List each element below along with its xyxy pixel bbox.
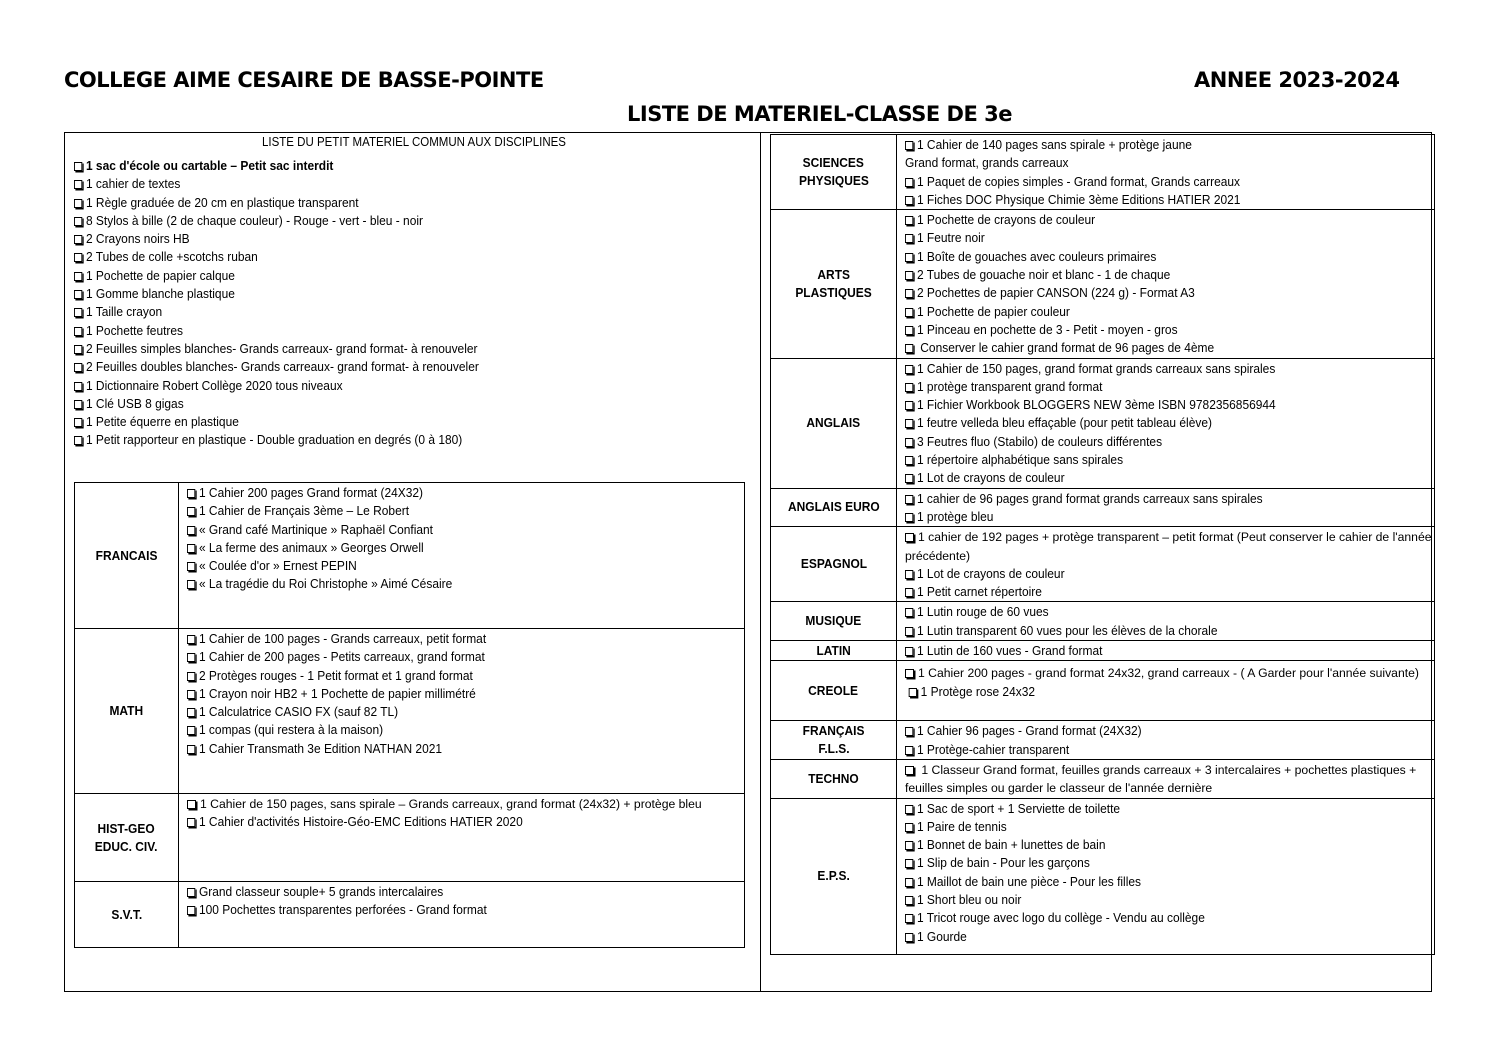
checkbox-icon <box>905 308 913 317</box>
list-item: 1 Boîte de gouaches avec couleurs primaires <box>905 248 1392 266</box>
column-divider <box>760 132 761 992</box>
checkbox-icon <box>905 178 913 187</box>
subject-sciences-physiques: SCIENCES PHYSIQUES <box>771 135 897 210</box>
checkbox-icon <box>905 805 913 814</box>
checkbox-icon <box>905 608 913 617</box>
list-item: 1 Crayon noir HB2 + 1 Pochette de papier millimétré <box>187 685 699 703</box>
checkbox-icon <box>905 344 913 353</box>
list-item: 3 Feutres fluo (Stabilo) de couleurs différentes <box>905 433 1392 451</box>
table-row <box>771 798 1435 954</box>
list-item: 1 Cahier de 200 pages - Petits carreaux, grand format <box>187 648 699 666</box>
checkbox-icon <box>905 588 913 597</box>
checkbox-icon <box>905 365 913 374</box>
list-item: 2 Feuilles simples blanches- Grands carreaux- grand format- à renouveler <box>74 340 700 358</box>
table-row <box>75 794 745 882</box>
checkbox-icon <box>905 383 913 392</box>
list-item: 1 Short bleu ou noir <box>905 891 1392 909</box>
list-item: 1 Petite équerre en plastique <box>74 413 700 431</box>
subject-items <box>897 759 1435 798</box>
list-item: 1 répertoire alphabétique sans spirales <box>905 451 1392 469</box>
subject-espagnol: ESPAGNOL <box>771 527 897 602</box>
list-item: Grand format, grands carreaux <box>905 155 1069 171</box>
checkbox-icon <box>187 489 195 498</box>
checkbox-icon <box>909 688 917 697</box>
checkbox-icon <box>905 727 913 736</box>
list-item: 1 Pochette de crayons de couleur <box>905 211 1392 229</box>
list-item: « Coulée d'or » Ernest PEPIN <box>187 557 699 575</box>
table-row <box>771 527 1435 602</box>
list-item: 1 protège bleu <box>905 508 1392 526</box>
checkbox-icon <box>74 400 82 409</box>
checkbox-icon <box>187 672 195 681</box>
checkbox-icon <box>74 382 82 391</box>
checkbox-icon <box>905 141 913 150</box>
list-item: 1 Cahier 200 pages - grand format 24x32, grand carreaux - ( A Garder pour l'année suivante) <box>905 662 1434 682</box>
checkbox-icon <box>905 438 913 447</box>
list-item: 1 sac d'école ou cartable – Petit sac interdit <box>74 157 700 175</box>
subject-anglais: ANGLAIS <box>771 358 897 488</box>
list-item: 1 Tricot rouge avec logo du collège - Vendu au collège <box>905 909 1392 927</box>
table-row <box>75 882 745 948</box>
list-item: 1 Pochette de papier couleur <box>905 303 1392 321</box>
subject-items <box>179 882 745 948</box>
table-row <box>771 759 1435 798</box>
list-item: 2 Pochettes de papier CANSON (224 g) - Format A3 <box>905 284 1392 302</box>
checkbox-icon <box>905 216 913 225</box>
list-item: 1 Cahier de 150 pages, sans spirale – Grands carreaux, grand format (24x32) + protège bleu <box>187 795 744 813</box>
checkbox-icon <box>905 896 913 905</box>
subject-eps: E.P.S. <box>771 798 897 954</box>
subject-items <box>897 210 1435 358</box>
right-subjects-table <box>770 134 1435 955</box>
checkbox-icon <box>187 580 195 589</box>
checkbox-icon <box>74 217 82 226</box>
school-year: ANNEE 2023-2024 <box>1194 68 1400 92</box>
list-item: 1 Pochette de papier calque <box>74 267 700 285</box>
list-item: 8 Stylos à bille (2 de chaque couleur) - Rouge - vert - bleu - noir <box>74 212 700 230</box>
checkbox-icon <box>187 818 195 827</box>
list-item: 1 Fichier Workbook BLOGGERS NEW 3ème ISBN 9782356856944 <box>905 396 1392 414</box>
list-item: 1 Cahier de 140 pages sans spirale + protège jaune <box>905 136 1392 154</box>
checkbox-icon <box>905 914 913 923</box>
checkbox-icon <box>905 669 914 678</box>
checkbox-icon <box>905 533 914 542</box>
checkbox-icon <box>905 878 913 887</box>
checkbox-icon <box>905 289 913 298</box>
subject-items <box>179 483 745 629</box>
checkbox-icon <box>905 841 913 850</box>
subject-items <box>179 794 745 882</box>
checkbox-icon <box>187 745 195 754</box>
list-item: 1 Paquet de copies simples - Grand format, Grands carreaux <box>905 173 1392 191</box>
checkbox-icon <box>905 271 913 280</box>
list-item: 1 Maillot de bain une pièce - Pour les filles <box>905 873 1392 891</box>
checkbox-icon <box>187 635 195 644</box>
subject-items <box>897 721 1435 760</box>
checkbox-icon <box>187 653 195 662</box>
subject-francais: FRANCAIS <box>75 483 179 629</box>
checkbox-icon <box>74 199 82 208</box>
list-item: 1 Lutin transparent 60 vues pour les élèves de la chorale <box>905 622 1392 640</box>
checkbox-icon <box>187 906 195 915</box>
subject-items <box>897 798 1435 954</box>
list-item: 1 Classeur Grand format, feuilles grands carreaux + 3 intercalaires + pochettes plastiques + feuilles simples ou garder le classeur de l'année dernière <box>905 762 1417 796</box>
list-item: 1 Cahier 200 pages Grand format (24X32) <box>187 484 699 502</box>
checkbox-icon <box>74 235 82 244</box>
list-item: 1 Pochette feutres <box>74 322 700 340</box>
subject-items <box>897 135 1435 210</box>
subject-svt: S.V.T. <box>75 882 179 948</box>
checkbox-icon <box>74 272 82 281</box>
list-item: 1 Calculatrice CASIO FX (sauf 82 TL) <box>187 703 699 721</box>
checkbox-icon <box>905 647 913 656</box>
subject-latin: LATIN <box>771 641 897 661</box>
list-item: 1 cahier de 96 pages grand format grands carreaux sans spirales <box>905 490 1392 508</box>
table-row <box>771 661 1435 721</box>
list-item: 2 Protèges rouges - 1 Petit format et 1 grand format <box>187 667 699 685</box>
list-item: 2 Feuilles doubles blanches- Grands carreaux- grand format- à renouveler <box>74 358 700 376</box>
table-row <box>771 641 1435 661</box>
list-item: 2 Tubes de colle +scotchs ruban <box>74 248 700 266</box>
checkbox-icon <box>187 690 195 699</box>
subject-musique: MUSIQUE <box>771 602 897 641</box>
checkbox-icon <box>74 308 82 317</box>
table-row <box>771 721 1435 760</box>
subject-items <box>179 629 745 794</box>
checkbox-icon <box>74 418 82 427</box>
table-row <box>771 602 1435 641</box>
list-item: 1 Lutin rouge de 60 vues <box>905 603 1392 621</box>
list-item: 1 Sac de sport + 1 Serviette de toilette <box>905 800 1392 818</box>
checkbox-icon <box>74 290 82 299</box>
list-item: Grand classeur souple+ 5 grands intercalaires <box>187 883 699 901</box>
list-item: 1 protège transparent grand format <box>905 378 1392 396</box>
subject-arts-plastiques: ARTS PLASTIQUES <box>771 210 897 358</box>
checkbox-icon <box>187 708 195 717</box>
checkbox-icon <box>74 253 82 262</box>
checkbox-icon <box>74 180 82 189</box>
subject-items <box>897 602 1435 641</box>
checkbox-icon <box>74 363 82 372</box>
table-row <box>771 488 1435 527</box>
list-item: 1 Gomme blanche plastique <box>74 285 700 303</box>
list-item: Conserver le cahier grand format de 96 pages de 4ème <box>905 339 1392 357</box>
table-row <box>771 135 1435 210</box>
subject-items <box>897 488 1435 527</box>
checkbox-icon <box>905 823 913 832</box>
checkbox-icon <box>905 859 913 868</box>
list-item: 1 Paire de tennis <box>905 818 1392 836</box>
subject-francais-fls: FRANÇAIS F.L.S. <box>771 721 897 760</box>
list-item: « La tragédie du Roi Christophe » Aimé Césaire <box>187 575 699 593</box>
checkbox-icon <box>905 570 913 579</box>
checkbox-icon <box>905 933 913 942</box>
checkbox-icon <box>187 507 195 516</box>
list-item: 1 Pinceau en pochette de 3 - Petit - moyen - gros <box>905 321 1392 339</box>
checkbox-icon <box>905 746 913 755</box>
list-item: 1 Dictionnaire Robert Collège 2020 tous niveaux <box>74 377 700 395</box>
list-item: 1 Bonnet de bain + lunettes de bain <box>905 836 1392 854</box>
list-item: 1 Feutre noir <box>905 229 1392 247</box>
list-item: 2 Crayons noirs HB <box>74 230 700 248</box>
checkbox-icon <box>187 544 195 553</box>
checkbox-icon <box>74 162 82 171</box>
checkbox-icon <box>74 436 82 445</box>
list-item: 1 Taille crayon <box>74 303 700 321</box>
checkbox-icon <box>905 401 913 410</box>
list-item: 1 Lot de crayons de couleur <box>905 565 1392 583</box>
subject-techno: TECHNO <box>771 759 897 798</box>
list-item: 1 cahier de 192 pages + protège transparent – petit format (Peut conserver le cahier de l'année précédente) <box>905 530 1432 563</box>
list-item: 1 Gourde <box>905 928 1392 946</box>
subject-anglais-euro: ANGLAIS EURO <box>771 488 897 527</box>
subject-items <box>897 527 1435 602</box>
list-item: « La ferme des animaux » Georges Orwell <box>187 539 699 557</box>
checkbox-icon <box>905 627 913 636</box>
list-item: 1 Petit rapporteur en plastique - Double graduation en degrés (0 à 180) <box>74 431 700 449</box>
list-item: 1 Règle graduée de 20 cm en plastique transparent <box>74 194 700 212</box>
subject-items <box>897 358 1435 488</box>
checkbox-icon <box>905 474 913 483</box>
checkbox-icon <box>187 526 195 535</box>
list-item: 1 Lutin de 160 vues - Grand format <box>905 642 1392 660</box>
list-item: 1 Lot de crayons de couleur <box>905 469 1392 487</box>
subject-creole: CREOLE <box>771 661 897 721</box>
list-item: 1 feutre velleda bleu effaçable (pour petit tableau élève) <box>905 414 1392 432</box>
list-item: 1 Cahier de Français 3ème – Le Robert <box>187 502 699 520</box>
subject-hist-geo: HIST-GEO EDUC. CIV. <box>75 794 179 882</box>
list-item: 1 cahier de textes <box>74 175 700 193</box>
list-item: 1 Cahier Transmath 3e Edition NATHAN 2021 <box>187 740 699 758</box>
checkbox-icon <box>905 456 913 465</box>
table-row <box>771 358 1435 488</box>
common-materials-title: LISTE DU PETIT MATERIEL COMMUN AUX DISCIPLINES <box>262 135 566 149</box>
school-name: COLLEGE AIME CESAIRE DE BASSE-POINTE <box>64 68 544 92</box>
list-item: 1 Slip de bain - Pour les garçons <box>905 854 1392 872</box>
checkbox-icon <box>905 419 913 428</box>
checkbox-icon <box>74 327 82 336</box>
checkbox-icon <box>905 196 913 205</box>
list-item: 1 Cahier de 100 pages - Grands carreaux, petit format <box>187 630 699 648</box>
checkbox-icon <box>905 495 913 504</box>
list-item: 1 Protège rose 24x32 <box>905 683 1392 701</box>
checkbox-icon <box>187 726 195 735</box>
checkbox-icon <box>905 234 913 243</box>
subject-math: MATH <box>75 629 179 794</box>
page-title: LISTE DE MATERIEL-CLASSE DE 3e <box>627 102 1012 126</box>
list-item: 1 Cahier d'activités Histoire-Géo-EMC Editions HATIER 2020 <box>187 813 699 831</box>
checkbox-icon <box>187 888 195 897</box>
list-item: 1 Clé USB 8 gigas <box>74 395 700 413</box>
list-item: 1 Cahier 96 pages - Grand format (24X32) <box>905 722 1392 740</box>
checkbox-icon <box>74 345 82 354</box>
checkbox-icon <box>905 766 914 775</box>
checkbox-icon <box>187 800 196 809</box>
list-item: 1 Cahier de 150 pages, grand format grands carreaux sans spirales <box>905 360 1392 378</box>
checkbox-icon <box>187 562 195 571</box>
checkbox-icon <box>905 326 913 335</box>
list-item: 1 compas (qui restera à la maison) <box>187 721 699 739</box>
list-item: 1 Petit carnet répertoire <box>905 583 1392 601</box>
table-row <box>75 483 745 629</box>
left-subjects-table <box>74 482 745 948</box>
list-item: 1 Fiches DOC Physique Chimie 3ème Editions HATIER 2021 <box>905 191 1392 209</box>
common-materials-list <box>74 157 754 450</box>
subject-items <box>897 661 1435 721</box>
common-materials-section <box>74 133 754 450</box>
list-item: 1 Protège-cahier transparent <box>905 741 1392 759</box>
checkbox-icon <box>905 513 913 522</box>
table-row <box>75 629 745 794</box>
list-item: « Grand café Martinique » Raphaël Confiant <box>187 521 699 539</box>
table-row <box>771 210 1435 358</box>
checkbox-icon <box>905 253 913 262</box>
subject-items <box>897 641 1435 661</box>
list-item: 2 Tubes de gouache noir et blanc - 1 de chaque <box>905 266 1392 284</box>
list-item: 100 Pochettes transparentes perforées - Grand format <box>187 901 699 919</box>
